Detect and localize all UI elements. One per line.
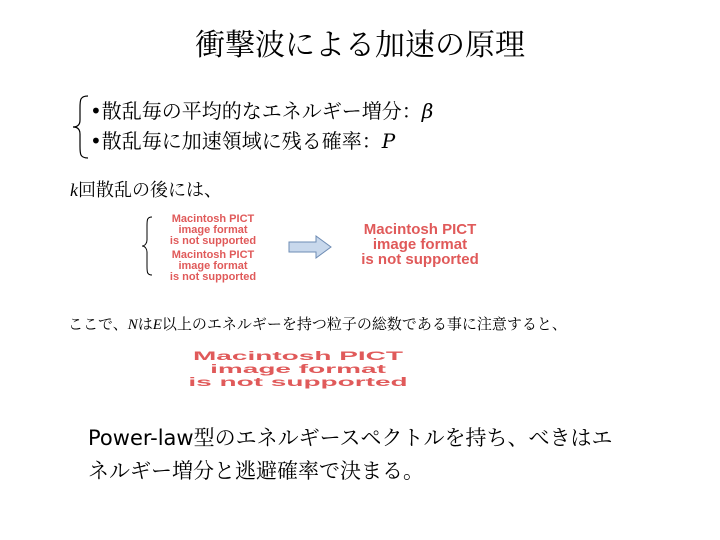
bullet-text: •散乱毎に加速領域に残る確率：: [90, 129, 382, 153]
pict-placeholder-small-1: Macintosh PICT image format is not supported: [169, 213, 257, 247]
note-text: ここで、NはE以上のエネルギーを持つ粒子の総数である事に注意すると、: [68, 315, 567, 333]
n-variable: N: [127, 317, 138, 333]
small-brace: [140, 216, 154, 276]
slide-title: 衝撃波による加速の原理: [195, 28, 525, 63]
e-variable: E: [152, 317, 162, 333]
right-arrow-icon: [288, 234, 332, 260]
pict-placeholder-small-2: Macintosh PICT image format is not supported: [169, 249, 257, 283]
summary-text: Power-law型のエネルギースペクトルを持ち、べきはエ ネルギー増分と逃避確率で決まる。: [88, 426, 613, 483]
bullet-item-probability: [90, 126, 433, 156]
bullet-item-energy-gain: [90, 96, 433, 126]
p-symbol: P: [381, 129, 396, 153]
bullet-list: [90, 96, 433, 156]
pict-placeholder-large: Macintosh PICT image format is not supported: [361, 221, 479, 268]
beta-symbol: β: [421, 99, 434, 123]
pict-placeholder-squashed: Macintosh PICT image format is not supported: [188, 349, 408, 389]
k-scatter-line: [70, 176, 222, 202]
left-brace: [70, 94, 90, 160]
bullet-text: •散乱毎の平均的なエネルギー増分：: [90, 99, 422, 123]
k-text: 回散乱の後には、: [78, 180, 222, 201]
k-variable: k: [70, 180, 78, 200]
